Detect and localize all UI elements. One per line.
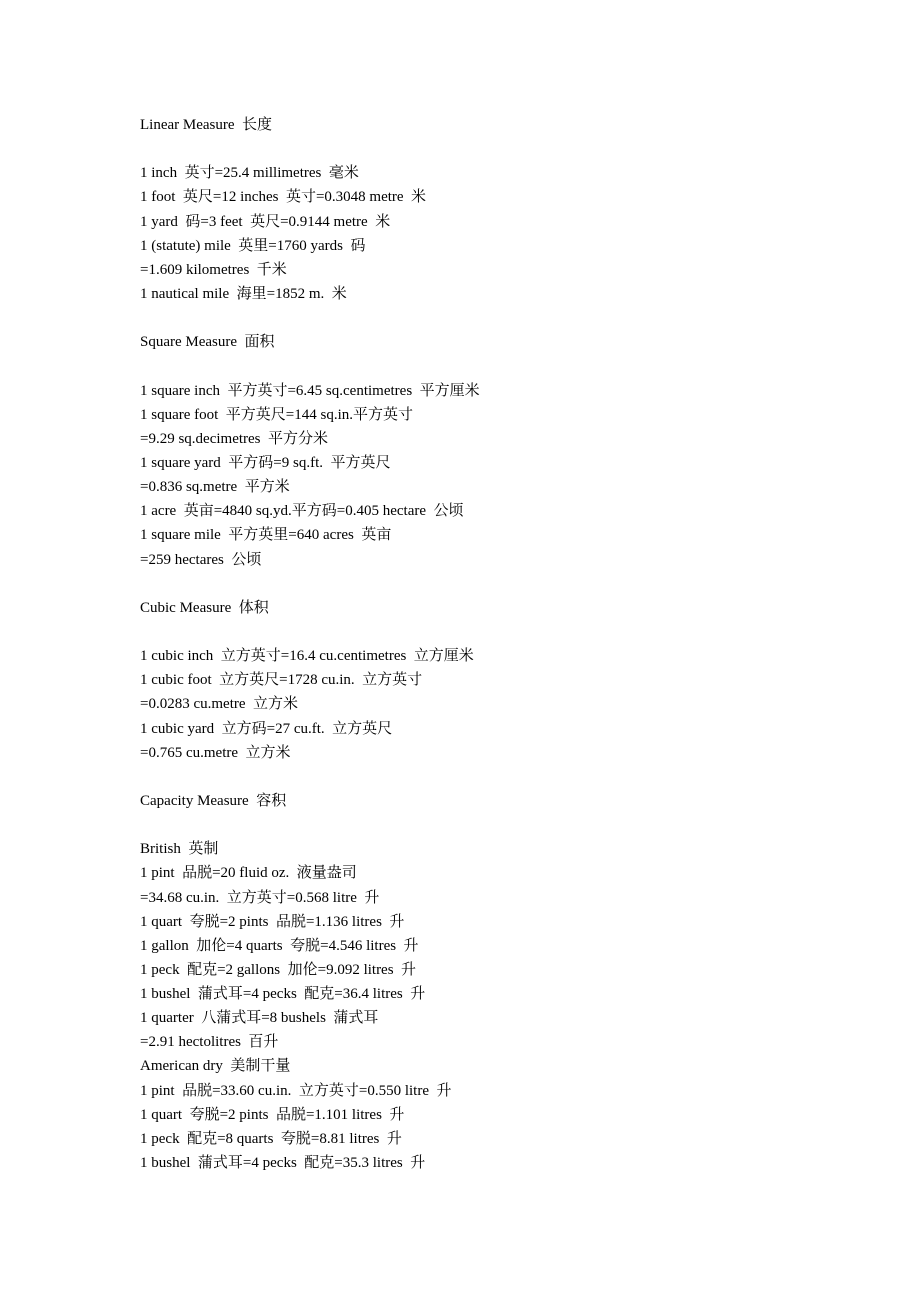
spacer [140, 572, 860, 596]
american-line: 1 quart 夸脱=2 pints 品脱=1.101 litres 升 [140, 1106, 405, 1123]
square-line: 1 square foot 平方英尺=144 sq.in.平方英寸 [140, 406, 414, 423]
spacer [140, 306, 860, 330]
british-line: 1 bushel 蒲式耳=4 pecks 配克=36.4 litres 升 [140, 986, 426, 1003]
cubic-line: 1 cubic foot 立方英尺=1728 cu.in. 立方英寸 [140, 672, 423, 689]
square-line: 1 acre 英亩=4840 sq.yd.平方码=0.405 hectare 公顷 [140, 503, 464, 520]
linear-line: =1.609 kilometres 千米 [140, 261, 287, 278]
linear-line: 1 inch 英寸=25.4 millimetres 毫米 [140, 165, 359, 182]
linear-line: 1 nautical mile 海里=1852 m. 米 [140, 285, 347, 302]
square-line: =0.836 sq.metre 平方米 [140, 479, 290, 496]
spacer [140, 620, 860, 644]
british-heading: British 英制 [140, 841, 219, 858]
cubic-line: 1 cubic inch 立方英寸=16.4 cu.centimetres 立方厘米 [140, 648, 474, 665]
american-heading: American dry 美制干量 [140, 1058, 291, 1075]
square-line: 1 square inch 平方英寸=6.45 sq.centimetres 平方厘米 [140, 382, 480, 399]
cubic-line: =0.0283 cu.metre 立方米 [140, 696, 299, 713]
spacer [140, 813, 860, 837]
american-line: 1 pint 品脱=33.60 cu.in. 立方英寸=0.550 litre 升 [140, 1082, 452, 1099]
british-line: 1 peck 配克=2 gallons 加伦=9.092 litres 升 [140, 961, 417, 978]
spacer [140, 354, 860, 378]
american-line: 1 peck 配克=8 quarts 夸脱=8.81 litres 升 [140, 1130, 402, 1147]
british-line: =2.91 hectolitres 百升 [140, 1034, 279, 1051]
american-line: 1 bushel 蒲式耳=4 pecks 配克=35.3 litres 升 [140, 1155, 426, 1172]
linear-heading: Linear Measure 长度 [140, 117, 273, 133]
british-line: 1 gallon 加伦=4 quarts 夸脱=4.546 litres 升 [140, 937, 419, 954]
cubic-heading: Cubic Measure 体积 [140, 599, 269, 616]
linear-line: 1 (statute) mile 英里=1760 yards 码 [140, 237, 366, 254]
square-line: 1 square yard 平方码=9 sq.ft. 平方英尺 [140, 454, 391, 471]
document-page [140, 113, 860, 1175]
linear-line: 1 foot 英尺=12 inches 英寸=0.3048 metre 米 [140, 189, 427, 206]
square-line: =9.29 sq.decimetres 平方分米 [140, 430, 329, 447]
square-heading: Square Measure 面积 [140, 334, 275, 351]
cubic-line: =0.765 cu.metre 立方米 [140, 744, 291, 761]
linear-line: 1 yard 码=3 feet 英尺=0.9144 metre 米 [140, 213, 391, 230]
spacer [140, 765, 860, 789]
british-line: 1 pint 品脱=20 fluid oz. 液量盎司 [140, 865, 357, 882]
british-line: =34.68 cu.in. 立方英寸=0.568 litre 升 [140, 889, 380, 906]
square-line: =259 hectares 公顷 [140, 551, 262, 568]
capacity-heading: Capacity Measure 容积 [140, 792, 287, 809]
cubic-line: 1 cubic yard 立方码=27 cu.ft. 立方英尺 [140, 720, 393, 737]
square-line: 1 square mile 平方英里=640 acres 英亩 [140, 527, 392, 544]
british-line: 1 quart 夸脱=2 pints 品脱=1.136 litres 升 [140, 913, 405, 930]
british-line: 1 quarter 八蒲式耳=8 bushels 蒲式耳 [140, 1010, 379, 1027]
spacer [140, 137, 860, 161]
